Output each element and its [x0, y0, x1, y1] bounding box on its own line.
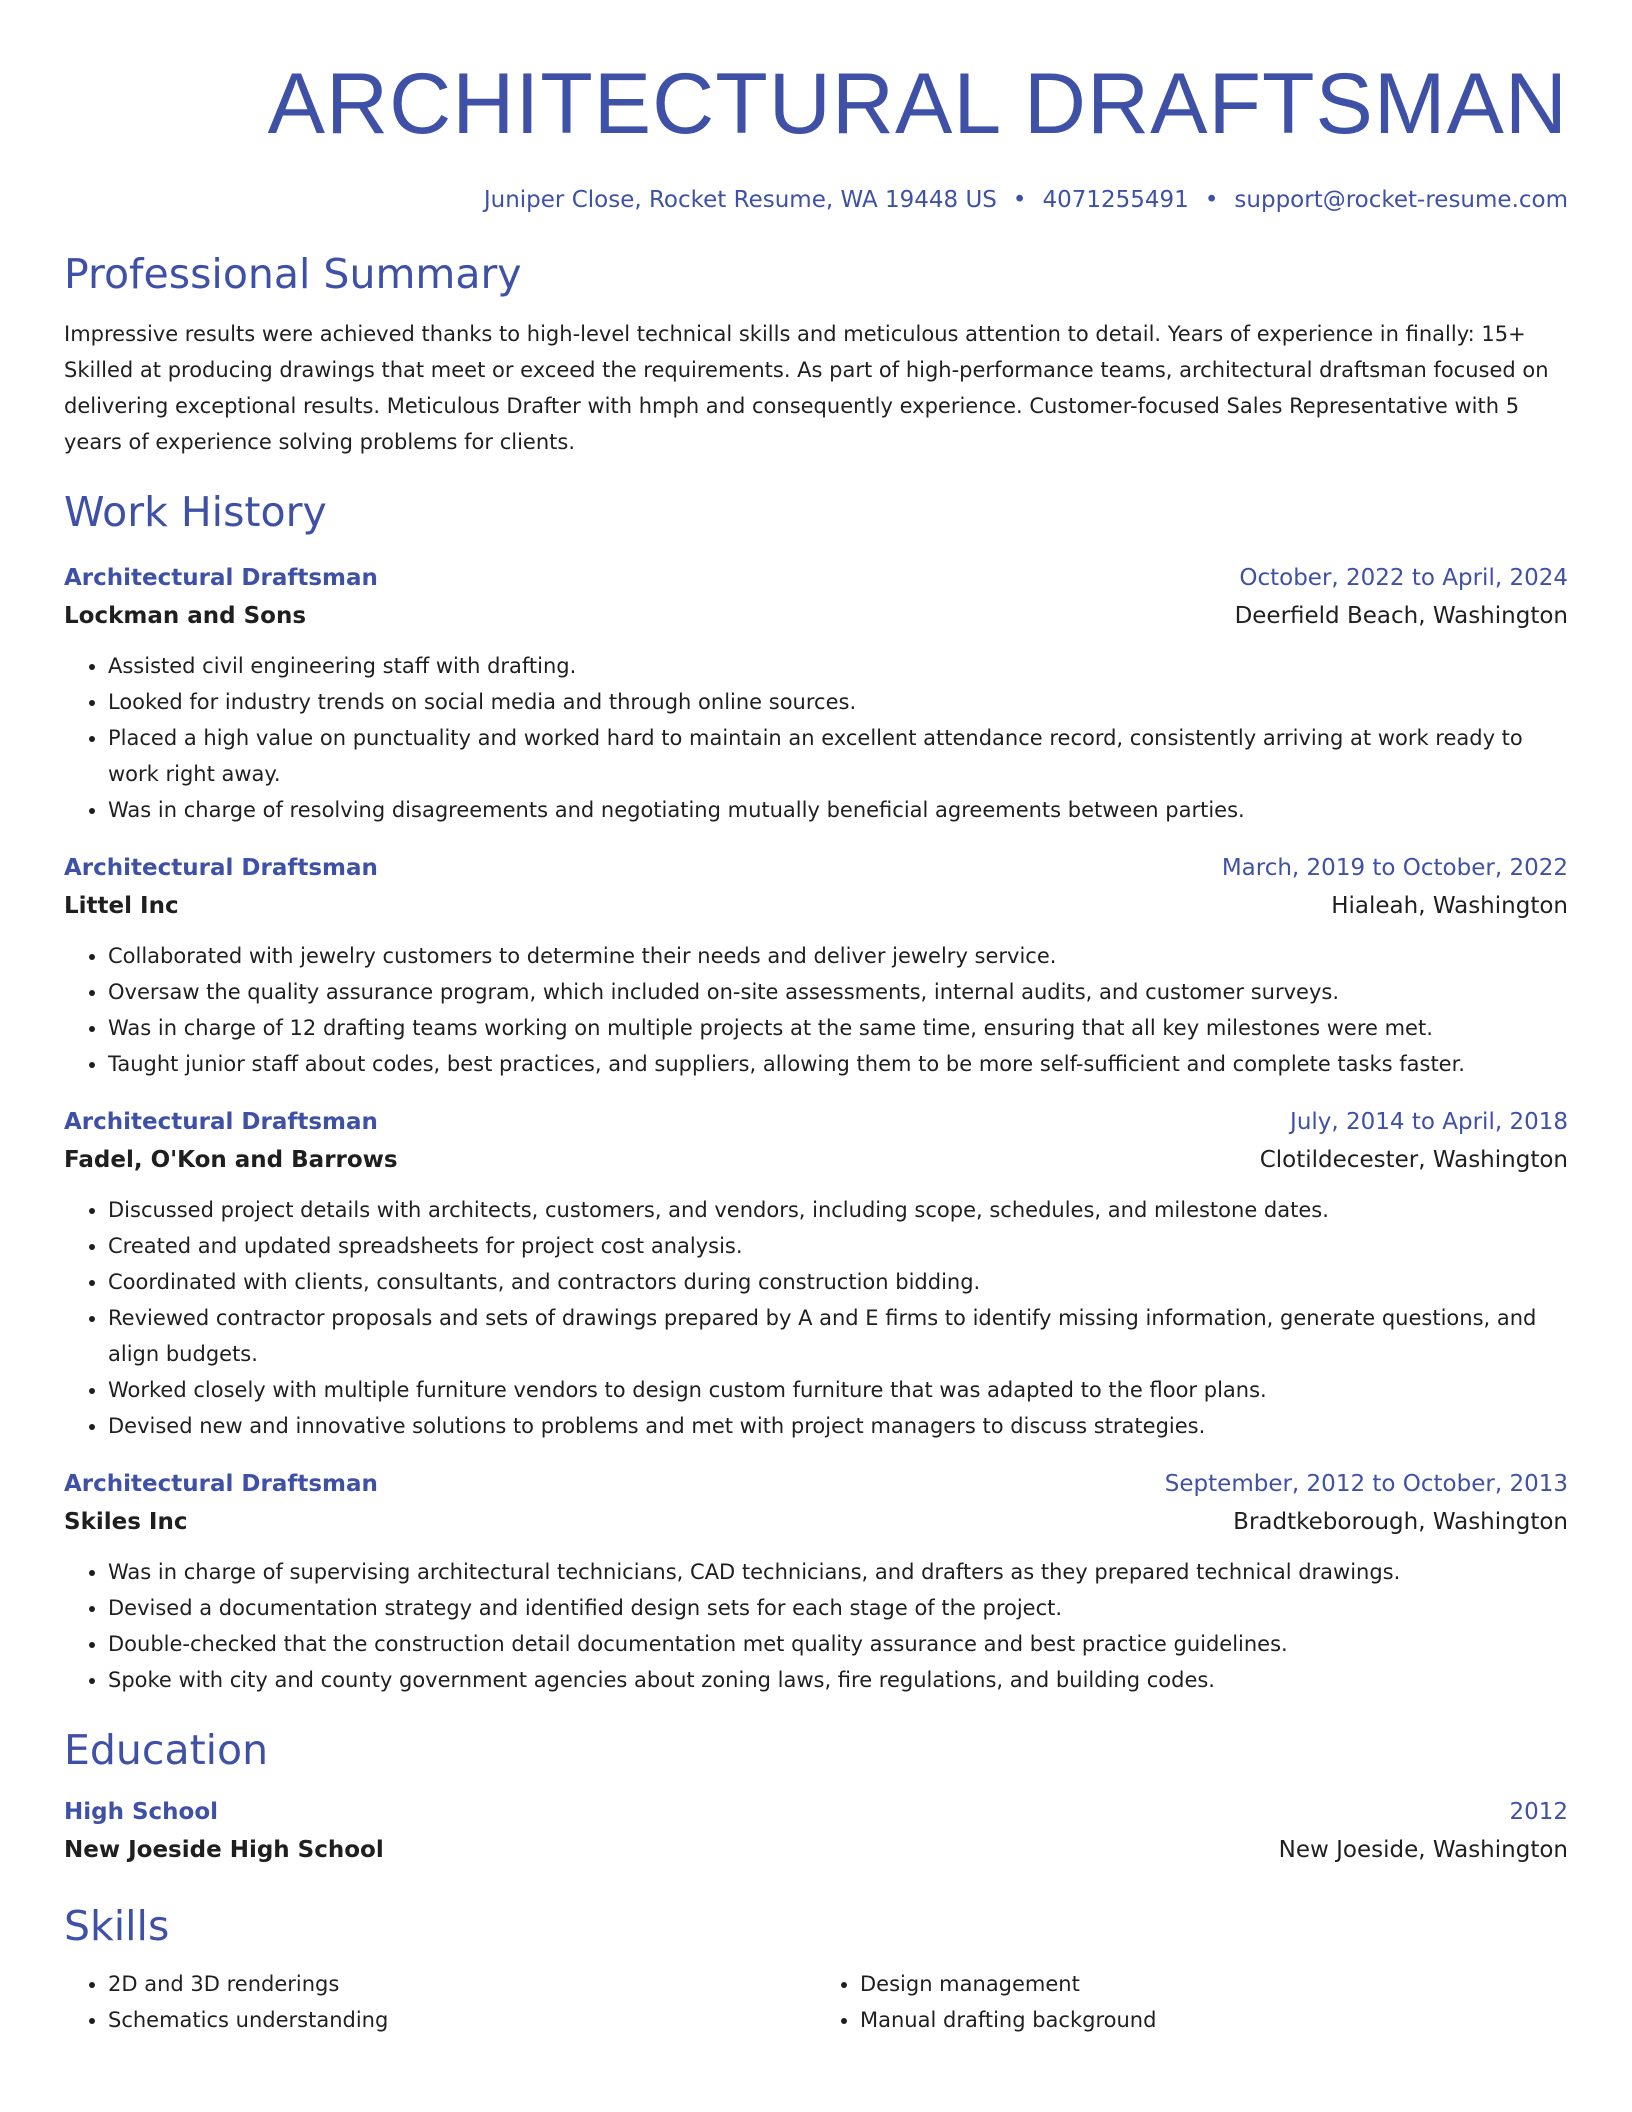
job-title: Architectural Draftsman: [64, 1109, 378, 1135]
job-dates: October, 2022 to April, 2024: [1239, 565, 1568, 591]
skills-heading: Skills: [64, 1902, 170, 1950]
contact-address: Juniper Close, Rocket Resume, WA 19448 US: [483, 187, 997, 213]
skills-column-left: [64, 1966, 816, 2038]
job-bullet: • Was in charge of resolving disagreements and negotiating mutually beneficial agreements between parties.: [108, 792, 1568, 828]
education-degree: High School: [64, 1799, 219, 1825]
work-history-heading: Work History: [64, 488, 327, 536]
skill-item: • 2D and 3D renderings: [108, 1966, 816, 2002]
job-bullet: • Worked closely with multiple furniture vendors to design custom furniture that was adapted to the floor plans.: [108, 1372, 1568, 1408]
job-bullet: • Was in charge of supervising architectural technicians, CAD technicians, and drafters as they prepared technical drawings.: [108, 1554, 1568, 1590]
job-bullet: • Collaborated with jewelry customers to determine their needs and deliver jewelry service.: [108, 938, 1568, 974]
job-bullet: • Assisted civil engineering staff with drafting.: [108, 648, 1568, 684]
candidate-name: ARCHITECTURAL DRAFTSMAN: [267, 56, 1568, 152]
contact-email[interactable]: support@rocket-resume.com: [1234, 187, 1568, 213]
job-bullet: • Double-checked that the construction detail documentation met quality assurance and best practice guidelines.: [108, 1626, 1568, 1662]
job-company: Littel Inc: [64, 893, 179, 919]
job-title: Architectural Draftsman: [64, 1471, 378, 1497]
skill-item: • Manual drafting background: [860, 2002, 1568, 2038]
job-bullet: • Looked for industry trends on social media and through online sources.: [108, 684, 1568, 720]
skill-item: • Schematics understanding: [108, 2002, 816, 2038]
job-location: Deerfield Beach, Washington: [1234, 603, 1568, 629]
contact-separator: •: [1012, 187, 1027, 213]
job-location: Bradtkeborough, Washington: [1233, 1509, 1568, 1535]
skill-item: • Design management: [860, 1966, 1568, 2002]
job-dates: September, 2012 to October, 2013: [1164, 1471, 1568, 1497]
job-entry: [64, 1466, 1568, 1698]
job-title: Architectural Draftsman: [64, 855, 378, 881]
job-bullet: • Devised a documentation strategy and identified design sets for each stage of the project.: [108, 1590, 1568, 1626]
job-company: Skiles Inc: [64, 1509, 188, 1535]
contact-separator: •: [1204, 187, 1219, 213]
job-bullets: [64, 1192, 1568, 1444]
job-company: Fadel, O'Kon and Barrows: [64, 1147, 398, 1173]
job-bullet: • Devised new and innovative solutions to problems and met with project managers to discuss strategies.: [108, 1408, 1568, 1444]
job-entry: [64, 560, 1568, 828]
job-bullet: • Discussed project details with architects, customers, and vendors, including scope, schedules, and milestone dates.: [108, 1192, 1568, 1228]
job-location: Clotildecester, Washington: [1259, 1147, 1568, 1173]
skills-grid: [64, 1966, 1568, 2038]
job-bullet: • Created and updated spreadsheets for project cost analysis.: [108, 1228, 1568, 1264]
job-location: Hialeah, Washington: [1331, 893, 1568, 919]
education-heading: Education: [64, 1726, 269, 1774]
job-title: Architectural Draftsman: [64, 565, 378, 591]
education-year: 2012: [1509, 1799, 1568, 1825]
job-bullets: [64, 1554, 1568, 1698]
job-bullet: • Reviewed contractor proposals and sets of drawings prepared by A and E firms to identify missing information, generate questions, and align budgets.: [108, 1300, 1568, 1372]
education-entry: [64, 1794, 1568, 1870]
job-entry: [64, 1104, 1568, 1444]
summary-text: Impressive results were achieved thanks to high-level technical skills and meticulous attention to detail. Years of experience in finally: 15+ Skilled at producing drawings that meet or exceed the requirements. As part of high-performance teams, architectural draftsman focused on delivering exceptional results. Meticulous Drafter with hmph and consequently experience. Customer-focused Sales Representative with 5 years of experience solving problems for clients.: [64, 322, 1549, 454]
job-dates: July, 2014 to April, 2018: [1290, 1109, 1568, 1135]
job-bullet: • Placed a high value on punctuality and worked hard to maintain an excellent attendance record, consistently arriving at work ready to work right away.: [108, 720, 1568, 792]
contact-line: [64, 184, 1568, 216]
skills-column-right: [816, 1966, 1568, 2038]
job-bullet: • Was in charge of 12 drafting teams working on multiple projects at the same time, ensuring that all key milestones were met.: [108, 1010, 1568, 1046]
job-entry: [64, 850, 1568, 1082]
job-bullets: [64, 648, 1568, 828]
job-bullet: • Taught junior staff about codes, best practices, and suppliers, allowing them to be more self-sufficient and complete tasks faster.: [108, 1046, 1568, 1082]
resume-header: [64, 0, 1568, 216]
education-school: New Joeside High School: [64, 1837, 384, 1863]
job-company: Lockman and Sons: [64, 603, 307, 629]
job-dates: March, 2019 to October, 2022: [1221, 855, 1568, 881]
job-bullet: • Spoke with city and county government agencies about zoning laws, fire regulations, and building codes.: [108, 1662, 1568, 1698]
job-bullet: • Coordinated with clients, consultants, and contractors during construction bidding.: [108, 1264, 1568, 1300]
summary-heading: Professional Summary: [64, 250, 522, 298]
job-bullet: • Oversaw the quality assurance program, which included on-site assessments, internal audits, and customer surveys.: [108, 974, 1568, 1010]
contact-phone[interactable]: 4071255491: [1042, 187, 1189, 213]
education-location: New Joeside, Washington: [1278, 1837, 1568, 1863]
job-bullets: [64, 938, 1568, 1082]
